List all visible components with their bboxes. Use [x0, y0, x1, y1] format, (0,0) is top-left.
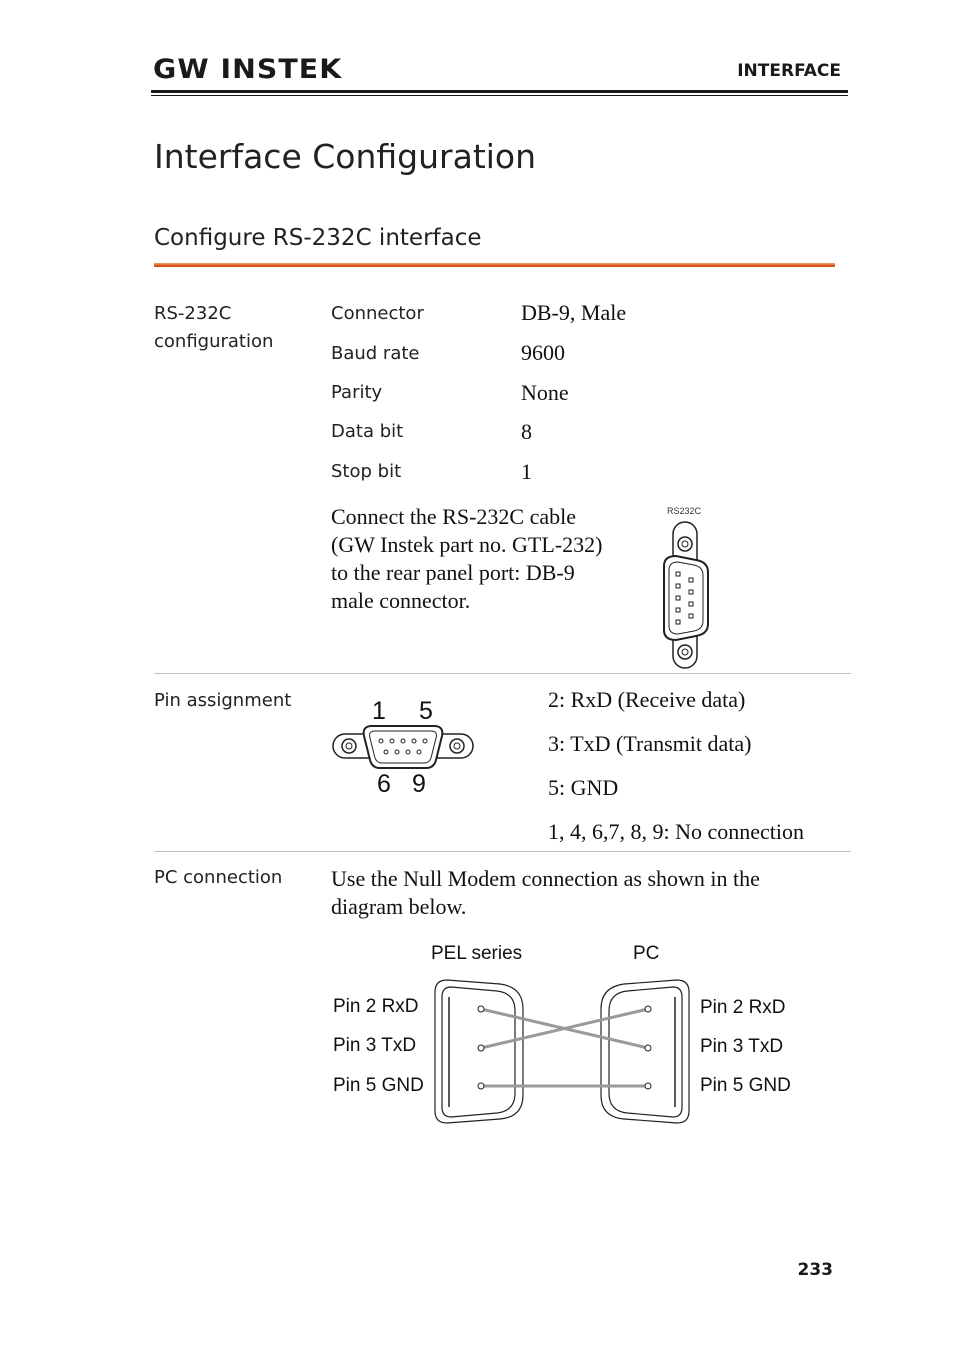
- pin-number: 1: [372, 697, 386, 725]
- pin-number: 5: [419, 697, 433, 725]
- page-title: Interface Configuration: [154, 137, 537, 176]
- rs232-label-line1: RS-232C: [154, 303, 232, 324]
- pin: [390, 739, 394, 743]
- pin-item: 3: TxD (Transmit data): [548, 731, 752, 756]
- pin-item: 2: RxD (Receive data): [548, 687, 746, 712]
- right-connector-outer: [601, 980, 689, 1123]
- pin: [423, 739, 427, 743]
- pin: [417, 750, 421, 754]
- screw-hole-icon: [454, 743, 460, 749]
- config-key: Stop bit: [331, 461, 402, 482]
- config-key: Baud rate: [331, 343, 420, 364]
- left-device-title: PEL series: [431, 943, 523, 964]
- pin: [412, 739, 416, 743]
- terminal: [478, 1006, 484, 1012]
- pin-number: 9: [412, 770, 426, 798]
- rs232-label-line2: configuration: [154, 331, 274, 352]
- pin: [401, 739, 405, 743]
- note-line: male connector.: [331, 588, 471, 613]
- note-line: (GW Instek part no. GTL-232): [331, 532, 603, 557]
- left-pin-label: Pin 2 RxD: [333, 996, 419, 1017]
- pin: [384, 750, 388, 754]
- screw-hole-icon: [346, 743, 352, 749]
- config-value: 1: [521, 459, 532, 484]
- left-pin-label: Pin 3 TxD: [333, 1035, 417, 1056]
- header-section-label: INTERFACE: [737, 61, 841, 81]
- section-divider: [154, 673, 851, 674]
- null-modem-diagram: [325, 935, 815, 1130]
- connect-note: [331, 503, 602, 615]
- screw-hole-icon: [682, 649, 688, 655]
- pc-connection-label: PC connection: [154, 867, 283, 888]
- brand-logo: GW INSTEK: [153, 54, 343, 85]
- header-rule-thin: [151, 95, 848, 96]
- screw-hole-icon: [682, 541, 688, 547]
- terminal: [478, 1083, 484, 1089]
- port-label: RS232C: [667, 506, 702, 516]
- page-number: 233: [797, 1260, 833, 1280]
- right-pin-label: Pin 3 TxD: [700, 1036, 784, 1057]
- db9-pin-diagram: [330, 692, 476, 798]
- right-device-title: PC: [633, 943, 660, 964]
- header-rule: [151, 90, 848, 93]
- pin: [689, 602, 693, 606]
- section-title: Configure RS-232C interface: [154, 225, 482, 251]
- pin: [676, 620, 680, 624]
- terminal: [478, 1045, 484, 1051]
- left-pin-label: Pin 5 GND: [333, 1075, 424, 1096]
- pin: [676, 584, 680, 588]
- pin: [395, 750, 399, 754]
- config-value: DB-9, Male: [521, 300, 627, 325]
- pin: [689, 614, 693, 618]
- right-pin-label: Pin 2 RxD: [700, 997, 786, 1018]
- pin: [676, 596, 680, 600]
- note-line: to the rear panel port: DB-9: [331, 560, 575, 585]
- config-value: 8: [521, 419, 532, 444]
- right-pin-label: Pin 5 GND: [700, 1075, 791, 1096]
- config-key: Data bit: [331, 421, 404, 442]
- config-key: Parity: [331, 382, 383, 403]
- pin-item: 5: GND: [548, 775, 619, 800]
- rs232-port-illustration: [650, 500, 720, 672]
- pc-connection-text: [331, 865, 760, 921]
- text-line: diagram below.: [331, 894, 467, 919]
- note-line: Connect the RS-232C cable: [331, 504, 577, 529]
- pin-assignment-label: Pin assignment: [154, 690, 292, 711]
- terminal: [645, 1045, 651, 1051]
- left-connector-outer: [435, 980, 523, 1123]
- pin: [676, 608, 680, 612]
- text-line: Use the Null Modem connection as shown in the: [331, 866, 760, 891]
- section-divider: [154, 851, 851, 852]
- section-rule: [154, 263, 835, 267]
- pin: [379, 739, 383, 743]
- pin: [689, 578, 693, 582]
- pin: [406, 750, 410, 754]
- config-value: 9600: [521, 340, 565, 365]
- rs232-label: [154, 300, 273, 356]
- pin-number: 6: [377, 770, 391, 798]
- config-value: None: [521, 380, 569, 405]
- terminal: [645, 1006, 651, 1012]
- connector-shell: [364, 726, 443, 768]
- config-key: Connector: [331, 303, 424, 324]
- pin: [676, 572, 680, 576]
- pin-item: 1, 4, 6,7, 8, 9: No connection: [548, 819, 805, 844]
- pin: [689, 590, 693, 594]
- terminal: [645, 1083, 651, 1089]
